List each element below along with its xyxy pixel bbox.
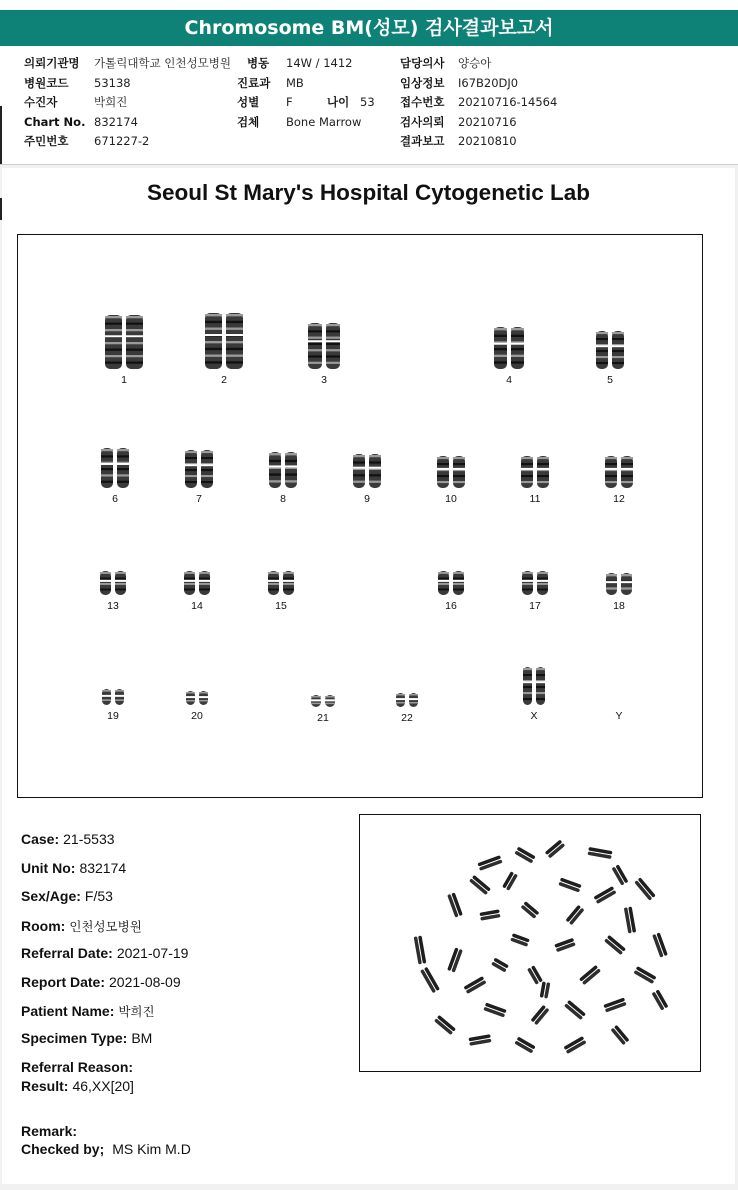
metaphase-chromosome <box>604 935 626 955</box>
chromosome-pair-9 <box>352 453 382 489</box>
metaphase-chromosome <box>652 989 669 1010</box>
chromosome-pair-19 <box>101 688 125 706</box>
chromosome-label-22: 22 <box>401 712 413 724</box>
chromosome-label-X: X <box>530 710 538 722</box>
info-label-ward: 병동 <box>247 56 270 70</box>
referral-reason-label: Referral Reason: <box>21 1059 134 1075</box>
checked-by-value: MS Kim M.D <box>112 1141 191 1157</box>
metaphase-chromosome <box>477 855 502 871</box>
info-label-age: 나이 <box>327 95 350 109</box>
info-value-institution: 가톨릭대학교 인천성모병원 <box>94 56 231 70</box>
specimen-type-field <box>21 1030 152 1046</box>
specimen-type-label: Specimen Type: <box>21 1030 128 1046</box>
chromosome-label-19: 19 <box>107 710 119 722</box>
metaphase-chromosome <box>634 877 656 901</box>
metaphase-chromosome <box>447 892 463 917</box>
karyogram-panel <box>17 234 703 798</box>
referral-date-label: Referral Date: <box>21 945 113 961</box>
metaphase-panel <box>359 814 701 1072</box>
chromosome-pair-11 <box>520 455 550 489</box>
metaphase-chromosome <box>469 875 491 895</box>
metaphase-chromosome <box>603 997 626 1012</box>
metaphase-chromosome <box>554 938 576 952</box>
chromosome-label-Y: Y <box>615 710 623 722</box>
info-label-sex: 성별 <box>237 95 260 109</box>
metaphase-chromosome <box>483 1002 506 1017</box>
chromosome-label-9: 9 <box>364 493 370 505</box>
referral-date-field <box>21 945 188 961</box>
chromosome-pair-4 <box>493 326 525 370</box>
referral-reason-field <box>21 1059 137 1075</box>
info-label-hospital-code: 병원코드 <box>24 76 69 90</box>
chromosome-pair-X <box>522 666 546 706</box>
info-label-doctor: 담당의사 <box>400 56 445 70</box>
chromosome-pair-12 <box>604 455 634 489</box>
specimen-type-value: BM <box>131 1030 153 1046</box>
info-label-receipt: 접수번호 <box>400 95 445 109</box>
chromosome-label-16: 16 <box>445 600 457 612</box>
chromosome-pair-7 <box>184 449 214 489</box>
metaphase-chromosome <box>563 1036 586 1054</box>
metaphase-chromosome <box>633 966 656 984</box>
sexage-label: Sex/Age: <box>21 888 81 904</box>
metaphase-chromosome <box>463 976 486 994</box>
metaphase-chromosome <box>531 1005 550 1025</box>
chromosome-label-4: 4 <box>506 374 512 386</box>
metaphase-chromosome <box>545 840 565 859</box>
patient-name-field <box>21 1002 155 1020</box>
info-label-requested: 검사의뢰 <box>400 115 445 129</box>
room-label: Room: <box>21 918 66 934</box>
chromosome-pair-21 <box>310 694 336 708</box>
info-label-institution: 의뢰기관명 <box>24 56 80 70</box>
info-value-specimen: Bone Marrow <box>286 115 362 129</box>
chromosome-label-10: 10 <box>445 493 457 505</box>
chromosome-pair-10 <box>436 455 466 489</box>
report-date-label: Report Date: <box>21 974 106 990</box>
room-field <box>21 917 142 935</box>
chromosome-label-20: 20 <box>191 710 203 722</box>
report-sheet <box>2 168 735 1184</box>
checked-by-label: Checked by; <box>21 1141 105 1157</box>
info-label-specimen: 검체 <box>237 115 260 129</box>
chromosome-label-5: 5 <box>607 374 613 386</box>
info-value-requested: 20210716 <box>458 115 517 129</box>
info-label-resident-no: 주민번호 <box>24 134 69 148</box>
chromosome-label-17: 17 <box>529 600 541 612</box>
patient-name-value: 박희진 <box>118 1005 155 1019</box>
result-label: Result: <box>21 1078 69 1094</box>
metaphase-chromosome <box>593 886 616 904</box>
metaphase-spread-image <box>360 815 700 1071</box>
chromosome-label-3: 3 <box>321 374 327 386</box>
chromosome-pair-1 <box>104 314 144 370</box>
info-value-dept: MB <box>286 76 304 90</box>
info-value-reported: 20210810 <box>458 134 517 148</box>
info-value-ward: 14W / 1412 <box>286 56 353 70</box>
report-date-field <box>21 974 181 990</box>
chromosome-label-1: 1 <box>121 374 127 386</box>
metaphase-chromosome <box>514 1037 535 1054</box>
chromosome-pair-13 <box>99 570 127 596</box>
case-field <box>21 831 115 847</box>
info-value-hospital-code: 53138 <box>94 76 131 90</box>
chromosome-pair-14 <box>183 570 211 596</box>
chromosome-pair-6 <box>100 447 130 489</box>
checked-by-field <box>21 1141 191 1157</box>
metaphase-chromosome <box>564 1000 586 1020</box>
chromosome-label-12: 12 <box>613 493 625 505</box>
chromosome-label-6: 6 <box>112 493 118 505</box>
chromosome-pair-18 <box>605 572 633 596</box>
metaphase-chromosome <box>587 847 612 859</box>
report-title: Chromosome BM(성모) 검사결과보고서 <box>0 10 738 46</box>
metaphase-chromosome <box>502 871 518 891</box>
metaphase-chromosome <box>447 947 463 972</box>
chromosome-label-13: 13 <box>107 600 119 612</box>
chromosome-pair-22 <box>395 692 419 708</box>
info-label-reported: 결과보고 <box>400 134 445 148</box>
chromosome-pair-2 <box>204 312 244 370</box>
metaphase-chromosome <box>414 936 427 965</box>
metaphase-chromosome <box>479 909 500 920</box>
metaphase-chromosome <box>612 864 629 885</box>
info-label-clinical: 임상정보 <box>400 76 445 90</box>
chromosome-pair-5 <box>595 330 625 370</box>
info-value-chart: 832174 <box>94 115 138 129</box>
info-value-receipt: 20210716-14564 <box>458 95 558 109</box>
top-strip <box>0 0 738 10</box>
patient-name-label: Patient Name: <box>21 1003 115 1019</box>
metaphase-chromosome <box>558 877 581 892</box>
sexage-value: F/53 <box>84 888 113 904</box>
metaphase-chromosome <box>540 981 551 998</box>
metaphase-chromosome <box>491 958 509 973</box>
metaphase-chromosome <box>624 907 636 934</box>
metaphase-chromosome <box>514 847 535 864</box>
case-value: 21-5533 <box>63 831 115 847</box>
metaphase-chromosome <box>652 932 668 957</box>
metaphase-chromosome <box>420 967 440 994</box>
chromosome-pair-3 <box>307 322 341 370</box>
remark-label: Remark: <box>21 1123 78 1139</box>
patient-info-panel <box>0 46 738 165</box>
remark-field <box>21 1123 81 1139</box>
info-value-patient: 박희진 <box>94 95 128 109</box>
metaphase-chromosome <box>527 965 543 985</box>
info-label-patient: 수진자 <box>24 95 58 109</box>
chromosome-pair-20 <box>185 690 209 706</box>
chromosome-label-15: 15 <box>275 600 287 612</box>
chromosome-pair-15 <box>267 570 295 596</box>
info-label-dept: 진료과 <box>237 76 271 90</box>
lab-title: Seoul St Mary's Hospital Cytogenetic Lab <box>147 180 590 205</box>
chromosome-label-18: 18 <box>613 600 625 612</box>
info-label-chart: Chart No. <box>24 115 86 129</box>
room-value: 인천성모병원 <box>69 920 142 934</box>
info-value-doctor: 양승아 <box>458 56 492 70</box>
sexage-field <box>21 888 113 904</box>
metaphase-chromosome <box>434 1015 456 1035</box>
metaphase-chromosome <box>566 905 585 925</box>
info-value-clinical: I67B20DJ0 <box>458 76 519 90</box>
result-value: 46,XX[20] <box>72 1078 134 1094</box>
chromosome-pair-16 <box>437 570 465 596</box>
unit-value: 832174 <box>79 860 127 876</box>
info-value-sex: F <box>286 95 293 109</box>
chromosome-label-21: 21 <box>317 712 329 724</box>
chromosome-pair-17 <box>521 570 549 596</box>
referral-date-value: 2021-07-19 <box>116 945 189 961</box>
chromosome-label-7: 7 <box>196 493 202 505</box>
metaphase-chromosome <box>510 933 530 947</box>
chromosome-label-8: 8 <box>280 493 286 505</box>
unit-field <box>21 860 126 876</box>
unit-label: Unit No: <box>21 860 76 876</box>
metaphase-chromosome <box>579 965 601 985</box>
case-label: Case: <box>21 831 60 847</box>
chromosome-label-11: 11 <box>529 493 541 505</box>
info-value-resident-no: 671227-2 <box>94 134 150 148</box>
metaphase-chromosome <box>611 1025 630 1045</box>
report-date-value: 2021-08-09 <box>109 974 181 990</box>
chromosome-label-14: 14 <box>191 600 203 612</box>
metaphase-chromosome <box>521 901 540 919</box>
chromosome-label-2: 2 <box>221 374 227 386</box>
result-field <box>21 1078 134 1094</box>
info-value-age: 53 <box>360 95 375 109</box>
metaphase-chromosome <box>468 1034 491 1046</box>
chromosome-pair-8 <box>268 451 298 489</box>
